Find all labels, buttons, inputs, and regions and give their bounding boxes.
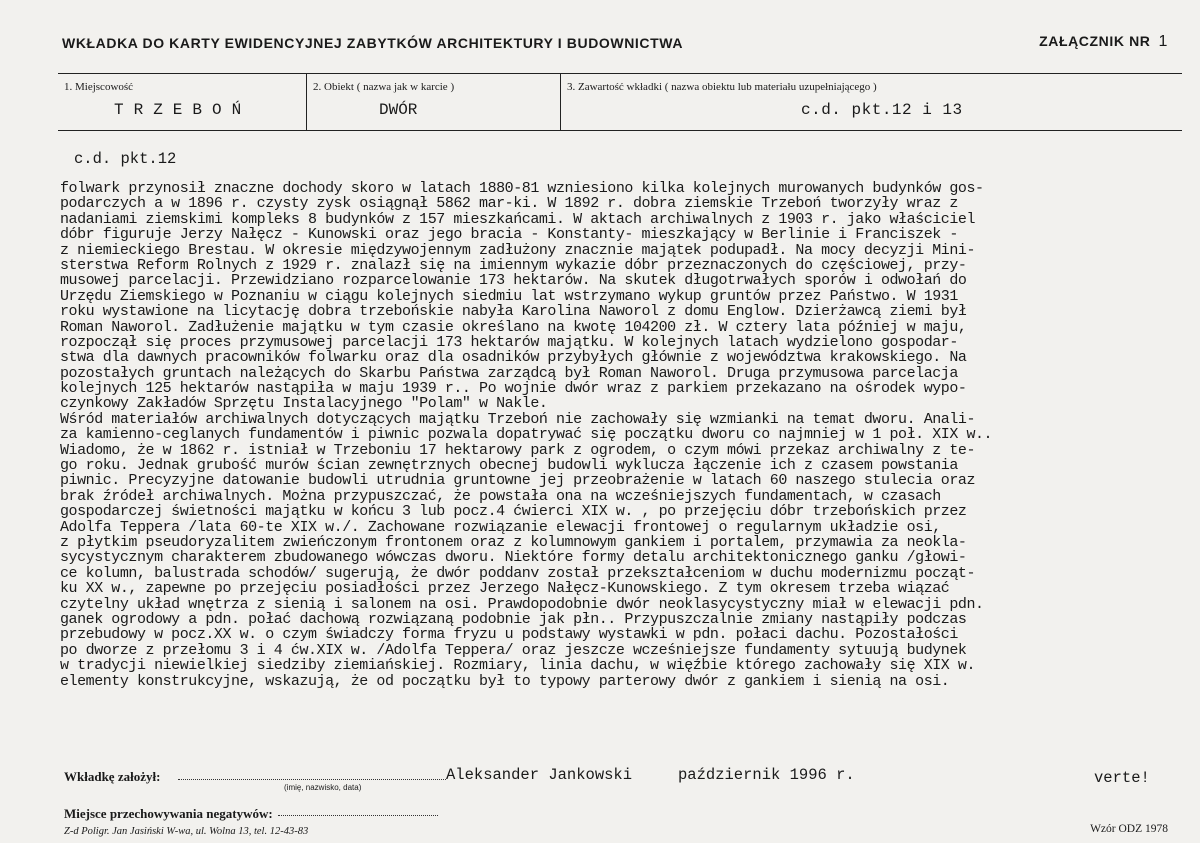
text-line: folwark przynosił znaczne dochody skoro w latach 1880-81 wzniesiono kilka kolejnych murowanych budynków gos- <box>60 180 984 197</box>
text-line: pozostałych gruntach należących do Skarbu Państwa zarządcą był Roman Naworol. Druga przymusowa parcelacja <box>60 364 958 382</box>
locality-value: TRZEBOŃ <box>114 101 252 119</box>
contents-label: 3. Zawartość wkładki ( nazwa obiektu lub materiału uzupełniającego ) <box>567 81 877 93</box>
attachment-number <box>1039 33 1168 51</box>
attachment-number-value: 1 <box>1158 33 1168 50</box>
text-line: roku wystawione na licytację dobra trzebońskie nabyła Karolina Naworol z domu Englow. Dzierżawcą ziemi był <box>60 303 967 321</box>
prepared-by-hint: (imię, nazwisko, data) <box>284 783 362 792</box>
contents-value: c.d. pkt.12 i 13 <box>801 101 963 119</box>
prepared-by-row <box>62 766 1172 792</box>
negatives-dotted-line <box>278 815 438 816</box>
locality-field <box>58 74 307 130</box>
text-line: Adolfa Teppera /lata 60-te XIX w./. Zachowane rozwiązanie elewacji frontowej o regularnym układzie osi, <box>60 518 941 536</box>
negatives-row <box>62 803 662 823</box>
object-field <box>307 74 561 130</box>
form-code: Wzór ODZ 1978 <box>1090 823 1168 835</box>
prepared-date: październik 1996 r. <box>678 766 855 784</box>
text-line: brak źródeł archiwalnych. Można przypuszczać, że powstała ona na wcześniejszych fundamentach, w czasach <box>60 487 941 505</box>
text-line: piwnic. Precyzyjne datowanie budowli utrudnia gruntowne jej przeobrażenie w latach 60 naszego stulecia oraz <box>60 472 976 490</box>
text-line: Roman Naworol. Zadłużenie majątku w tym czasie określano na kwotę 104200 zł. W cztery lata później w maju, <box>60 318 967 336</box>
body-text <box>60 181 1180 689</box>
text-line: czytelny układ wnętrza z sienią i salonem na osi. Prawdopodobnie dwór neoklasycystyczny miał w elewacji pdn. <box>60 595 984 613</box>
text-line: za kamienno-ceglanych fundamentów i piwnic pozwala dopatrywać się początku dworu co najmniej w 1 poł. XIX w.. <box>60 426 993 444</box>
contents-field <box>561 74 1182 130</box>
text-line: ganek ogrodowy a pdn. połać dachową rozwiązaną podobnie jak płn.. Przypuszczalnie zmiany nastąpiły podczas <box>60 610 967 628</box>
text-line: kolejnych 125 hektarów nastąpiła w maju 1939 r.. Po wojnie dwór wraz z parkiem przekazano na ośrodek wypo- <box>60 380 967 398</box>
object-value: DWÓR <box>379 101 418 119</box>
section-heading: c.d. pkt.12 <box>74 150 177 168</box>
text-line: dóbr figuruje Jerzy Nałęcz - Kunowski oraz jego bracia - Konstanty- mieszkający w Berlinie i Franciszek - <box>60 226 958 244</box>
text-line: podarczych a w 1896 r. czysty zysk osiągnął 5862 mar-ki. W 1892 r. dobra ziemskie Trzeboń tworzyły wraz z <box>60 195 958 213</box>
text-line: w tradycji niewielkiej siedziby ziemiańskiej. Rozmiary, linia dachu, w więźbie którego zachowały się XIX w. <box>60 657 976 675</box>
author-name: Aleksander Jankowski <box>446 766 633 784</box>
text-line: Wiadomo, że w 1862 r. istniał w Trzeboniu 17 hektarowy park z ogrodem, o czym mówi przekaz archiwalny z te- <box>60 441 976 459</box>
text-line: rozpoczął się proces przymusowej parcelacji 173 hektarów majątku. W kolejnych latach wydzielono gospodar- <box>60 333 958 351</box>
text-line: po dworze z przełomu 3 i 4 ćw.XIX w. /Adolfa Teppera/ oraz jeszcze wcześniejsze fundamenty sytuują budynek <box>60 641 967 659</box>
prepared-by-label: Wkładkę założył: <box>64 769 161 784</box>
text-line: nadaniami ziemskimi kompleks 8 budynków z 157 mieszkańcami. W aktach archiwalnych z 1903 r. jako właściciel <box>60 210 976 228</box>
form-title: WKŁADKA DO KARTY EWIDENCYJNEJ ZABYTKÓW ARCHITEKTURY I BUDOWNICTWA <box>62 35 684 51</box>
attachment-label: ZAŁĄCZNIK NR <box>1039 33 1151 49</box>
text-line: go roku. Jednak grubość murów ścian zewnętrznych obecnej budowli wyklucza łączenie ich z czasem powstania <box>60 457 958 475</box>
locality-label: 1. Miejscowość <box>64 81 134 93</box>
text-line: gospodarczej świetności majątku w końcu 3 lub pocz.4 ćwierci XIX w. , po przejęciu dóbr trzebońskich przez <box>60 503 967 521</box>
header-fields <box>58 73 1182 131</box>
text-line: z płytkim pseudoryzalitem zwieńczonym frontonem oraz z kolumnowym gankiem i portalem, przymawia za neokla- <box>60 533 967 551</box>
prepared-by-dotted-line <box>178 779 446 780</box>
printer-imprint: Z-d Poligr. Jan Jasiński W-wa, ul. Wolna 13, tel. 12-43-83 <box>64 826 309 837</box>
text-line: ce kolumn, balustrada schodów/ sugerują, że dwór poddanv został przekształceniom w duchu modernizmu począt- <box>60 564 976 582</box>
text-line: przebudowy w pocz.XX w. o czym świadczy forma fryzu u podstawy wystawki w pdn. połaci dachu. Pozostałości <box>60 626 958 644</box>
negatives-label: Miejsce przechowywania negatywów: <box>64 806 273 821</box>
text-line: ku XX w., zapewne po przejęciu posiadłości przez Jerzego Nałęcz-Kunowskiego. Z tym okresem trzeba wiązać <box>60 580 950 598</box>
object-label: 2. Obiekt ( nazwa jak w karcie ) <box>313 81 455 93</box>
text-line: czynkowy Zakładów Sprzętu Instalacyjnego "Polam" w Nakle. <box>60 395 548 413</box>
text-line: z niemieckiego Brestau. W okresie międzywojennym zadłużony znacznie majątek podupadł. Na mocy decyzji Mini- <box>60 241 976 259</box>
text-line: musowej parcelacji. Przewidziano rozparcelowanie 173 hektarów. Na skutek długotrwałych sporów i odwołań do <box>60 272 967 290</box>
text-line: sycystycznym charakterem zbudowanego wówczas dworu. Niektóre formy detalu architektonicznego ganku /głowi- <box>60 549 967 567</box>
verte-note: verte! <box>1094 769 1150 787</box>
text-line: elementy konstrukcyjne, wskazują, że od początku był to typowy parterowy dwór z gankiem i sienią na osi. <box>60 672 950 690</box>
text-line: stwa dla dawnych pracowników folwarku oraz dla osadników przybyłych głównie z województwa krakowskiego. Na <box>60 349 967 367</box>
text-line: sterstwa Reform Rolnych z 1929 r. znalazł się na imiennym wykazie dóbr przeznaczonych do częściowej, przy- <box>60 256 967 274</box>
text-line: Urzędu Ziemskiego w Poznaniu w ciągu kolejnych siedmiu lat wstrzymano wykup gruntów przez Państwo. W 1931 <box>60 287 958 305</box>
text-line: Wśród materiałów archiwalnych dotyczących majątku Trzeboń nie zachowały się wzmianki na temat dworu. Anali- <box>60 410 976 428</box>
